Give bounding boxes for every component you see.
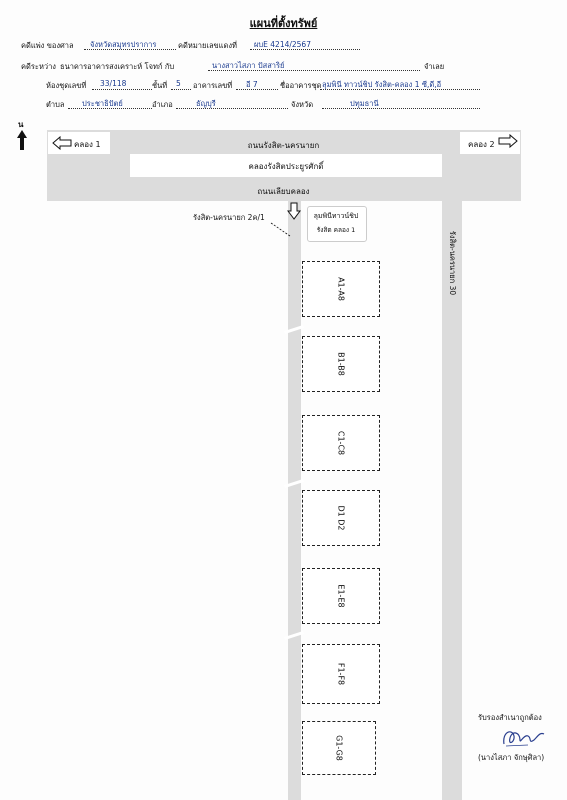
certify-text: รับรองสำเนาถูกต้อง <box>478 713 542 722</box>
building-block <box>302 568 380 624</box>
building-block <box>302 644 380 704</box>
building-label: B1-B8 <box>336 352 346 376</box>
header-row-1 <box>0 40 567 52</box>
building-value: อี 7 <box>246 80 258 89</box>
defendant-suffix: จำเลย <box>424 62 445 71</box>
building-block <box>302 336 380 392</box>
building-label: G1-G8 <box>334 735 344 761</box>
plaintiff-text: ธนาคารอาคารสงเคราะห์ โจทก์ กับ <box>60 62 175 71</box>
dotted-line <box>171 89 191 90</box>
condo-label-line1: ลุมพินีทาวน์ชิป <box>313 212 359 220</box>
condo-value: ลุมพินี ทาวน์ชิป รังสิต-คลอง 1 ซี,ดี,อี <box>322 80 442 89</box>
province-label: จังหวัด <box>291 100 314 109</box>
court-label: คดีแพ่ง ของศาล <box>21 41 74 50</box>
location-map <box>0 118 567 800</box>
leader-line <box>270 222 292 238</box>
building-label: อาคารเลขที่ <box>193 81 233 90</box>
header-row-3 <box>0 80 567 92</box>
header-row-4 <box>0 99 567 111</box>
soi-right-label: รังสิต-นครนายก 30 <box>448 230 457 296</box>
case-number-label: คดีหมายเลขแดงที่ <box>178 41 237 50</box>
building-block <box>302 721 376 775</box>
arrow-right-icon <box>498 134 518 148</box>
canal-1-label: คลอง 1 <box>74 140 101 149</box>
condo-label-line2: รังสิต คลอง 1 <box>316 226 356 234</box>
building-label: F1-F8 <box>336 662 346 686</box>
room-value: 33/118 <box>100 79 127 88</box>
floor-value: 5 <box>176 79 181 88</box>
building-label: D1 D2 <box>336 505 346 531</box>
district-label: อำเภอ <box>152 100 173 109</box>
canal-side-road-label: ถนนเลียบคลอง <box>257 187 310 196</box>
room-label: ห้องชุดเลขที่ <box>46 81 87 90</box>
building-block <box>302 490 380 546</box>
signature-image <box>498 726 548 750</box>
building-label: A1-A8 <box>336 277 346 301</box>
road-top-label: ถนนรังสิต-นครนายก <box>247 141 320 150</box>
dotted-line <box>176 108 288 109</box>
soi-label: รังสิต-นครนายก 2ค/1 <box>193 213 265 222</box>
canal-2-label: คลอง 2 <box>468 140 495 149</box>
signer-name: (นางไสภา จักษุศิลา) <box>478 753 545 762</box>
district-value: ธัญบุรี <box>196 99 216 108</box>
dotted-line <box>92 89 152 90</box>
subdistrict-value: ประชาธิปัตย์ <box>82 99 123 108</box>
page-title: แผนที่ตั้งทรัพย์ <box>249 17 318 30</box>
header-row-2 <box>0 61 567 73</box>
soi-road-left <box>288 201 301 800</box>
court-value: จังหวัดสมุทรปราการ <box>90 40 157 49</box>
building-label: E1-E8 <box>336 584 346 608</box>
soi-right-label-wrap <box>442 218 462 308</box>
defendant-value: นางสาวไสภา ปัสสาริย์ <box>212 61 285 70</box>
building-label: C1-C8 <box>336 430 346 456</box>
subdistrict-label: ตำบล <box>46 100 65 109</box>
main-canal-label: คลองรังสิตประยูรศักดิ์ <box>248 162 324 171</box>
arrow-down-icon <box>287 202 301 220</box>
case-number-value: ผบE 4214/2567 <box>254 40 311 49</box>
province-value: ปทุมธานี <box>350 99 379 108</box>
building-block <box>302 261 380 317</box>
building-block <box>302 415 380 471</box>
dotted-line <box>322 108 480 109</box>
north-label: น <box>18 120 24 129</box>
condo-label: ชื่ออาคารชุด <box>280 81 322 90</box>
floor-label: ชั้นที่ <box>152 81 168 90</box>
parties-label: คดีระหว่าง <box>21 62 56 71</box>
